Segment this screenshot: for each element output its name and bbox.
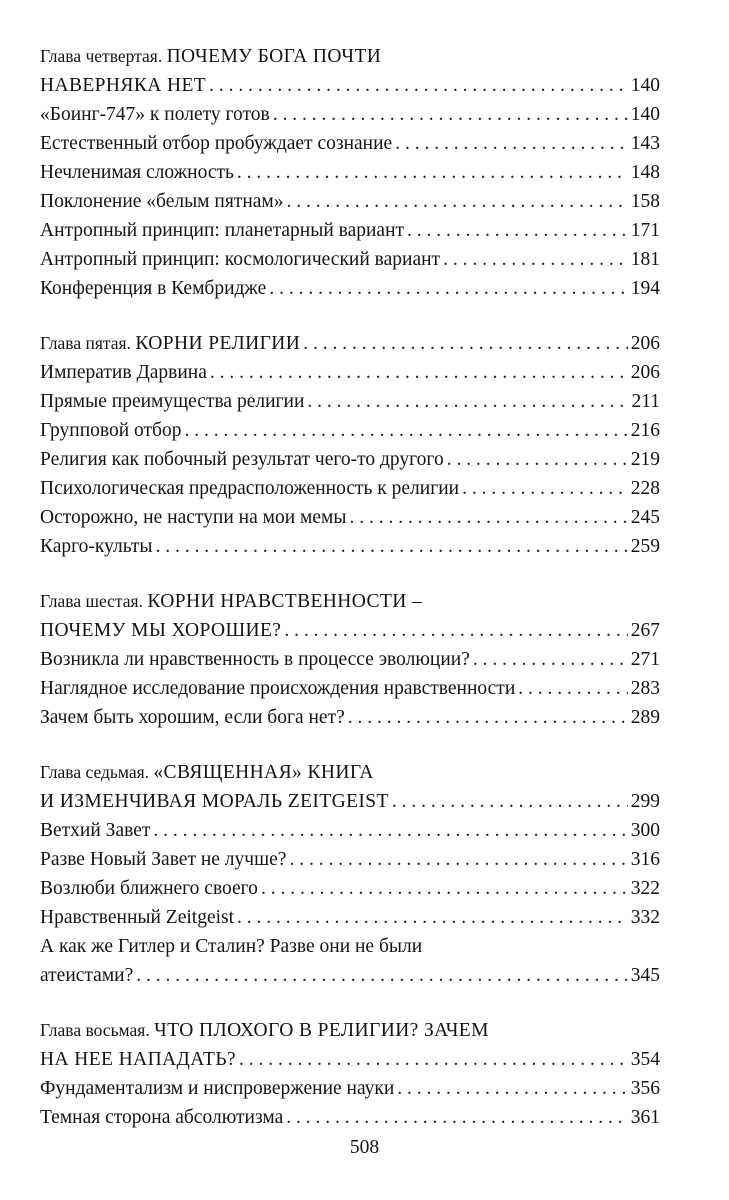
- chapter-heading-line2[interactable]: [40, 71, 660, 100]
- page-number: 332: [630, 907, 660, 928]
- page-number: 267: [630, 620, 660, 641]
- chapter-title: КОРНИ РЕЛИГИИ: [135, 333, 301, 354]
- page-number: 300: [630, 820, 660, 841]
- leader-dots: [307, 387, 628, 416]
- leader-dots: [237, 158, 628, 187]
- entry-title: Фундаментализм и ниспровержение науки: [40, 1078, 395, 1099]
- entry-title: Конференция в Кембридже: [40, 278, 267, 299]
- chapter-6: [40, 587, 660, 732]
- chapter-heading-line1: [40, 1016, 660, 1045]
- chapter-label: Глава четвертая.: [40, 46, 167, 66]
- toc-entry[interactable]: [40, 703, 660, 732]
- leader-dots: [287, 187, 628, 216]
- leader-dots: [153, 816, 627, 845]
- page-number: 158: [630, 191, 660, 212]
- chapter-heading-line2[interactable]: [40, 1045, 660, 1074]
- leader-dots: [156, 532, 628, 561]
- entry-title: Карго-культы: [40, 536, 153, 557]
- toc-entry[interactable]: [40, 187, 660, 216]
- toc-entry[interactable]: [40, 100, 660, 129]
- leader-dots: [349, 503, 627, 532]
- chapter-label: Глава восьмая.: [40, 1020, 155, 1040]
- page-number: 354: [630, 1049, 660, 1070]
- chapter-label: Глава седьмая.: [40, 762, 154, 782]
- toc-entry[interactable]: [40, 158, 660, 187]
- chapter-title: ЧТО ПЛОХОГО В РЕЛИГИИ? ЗАЧЕМ: [154, 1020, 489, 1041]
- toc-entry[interactable]: [40, 474, 660, 503]
- leader-dots: [136, 961, 627, 990]
- toc-entry[interactable]: [40, 216, 660, 245]
- leader-dots: [407, 216, 628, 245]
- chapter-title-cont: И ИЗМЕНЧИВАЯ МОРАЛЬ ZEITGEIST: [40, 791, 389, 812]
- leader-dots: [284, 616, 627, 645]
- entry-title: Наглядное исследование происхождения нравственности: [40, 678, 516, 699]
- toc-entry[interactable]: [40, 903, 660, 932]
- page-number: 211: [631, 391, 660, 412]
- leader-dots: [395, 129, 628, 158]
- page-number: 345: [630, 965, 660, 986]
- leader-dots: [397, 1074, 627, 1103]
- leader-dots: [447, 445, 628, 474]
- chapter-4: [40, 42, 660, 303]
- chapter-title-cont: ПОЧЕМУ МЫ ХОРОШИЕ?: [40, 620, 282, 641]
- entry-title: Естественный отбор пробуждает сознание: [40, 133, 393, 154]
- leader-dots: [237, 903, 628, 932]
- toc-entry[interactable]: [40, 358, 660, 387]
- page-number: 361: [630, 1107, 660, 1128]
- leader-dots: [210, 358, 628, 387]
- page-number: 216: [630, 420, 660, 441]
- page-number: 219: [630, 449, 660, 470]
- entry-title: Прямые преимущества религии: [40, 391, 305, 412]
- page-number: 228: [630, 478, 660, 499]
- toc-entry-line1[interactable]: [40, 932, 660, 961]
- chapter-7: [40, 758, 660, 990]
- chapter-title: ПОЧЕМУ БОГА ПОЧТИ: [166, 46, 382, 67]
- leader-dots: [261, 874, 628, 903]
- chapter-8: [40, 1016, 660, 1132]
- entry-title: Антропный принцип: планетарный вариант: [40, 220, 405, 241]
- page-number: 140: [630, 104, 660, 125]
- page-folio-number: 508: [349, 1137, 380, 1158]
- page-number: 171: [630, 220, 660, 241]
- page-number: 271: [630, 649, 660, 670]
- leader-dots: [269, 274, 627, 303]
- entry-title: Зачем быть хорошим, если бога нет?: [40, 707, 345, 728]
- toc-entry[interactable]: [40, 874, 660, 903]
- toc-entry[interactable]: [40, 503, 660, 532]
- entry-title: Религия как побочный результат чего-то другого: [40, 449, 444, 470]
- chapter-title-cont: НА НЕЕ НАПАДАТЬ?: [40, 1049, 236, 1070]
- toc-entry[interactable]: [40, 129, 660, 158]
- chapter-5: [40, 329, 660, 561]
- leader-dots: [518, 674, 627, 703]
- chapter-title-cont: НАВЕРНЯКА НЕТ: [40, 75, 207, 96]
- leader-dots: [392, 787, 628, 816]
- page-number: 140: [630, 75, 660, 96]
- entry-title: Возлюби ближнего своего: [40, 878, 258, 899]
- chapter-heading-line2[interactable]: [40, 616, 660, 645]
- toc-entry[interactable]: [40, 274, 660, 303]
- toc-entry-line2[interactable]: [40, 961, 660, 990]
- page-number: 322: [630, 878, 660, 899]
- chapter-heading[interactable]: [40, 329, 660, 358]
- entry-title: Ветхий Завет: [40, 820, 151, 841]
- toc-entry[interactable]: [40, 387, 660, 416]
- entry-title: Групповой отбор: [40, 420, 182, 441]
- page-number: 316: [630, 849, 660, 870]
- leader-dots: [443, 245, 628, 274]
- leader-dots: [473, 645, 628, 674]
- entry-title: Нечленимая сложность: [40, 162, 234, 183]
- entry-title: Возникла ли нравственность в процессе эволюции?: [40, 649, 470, 670]
- page-number: 206: [630, 362, 660, 383]
- toc-entry[interactable]: [40, 845, 660, 874]
- leader-dots: [209, 71, 628, 100]
- table-of-contents: [40, 42, 660, 1158]
- leader-dots: [286, 1103, 628, 1132]
- toc-entry[interactable]: [40, 816, 660, 845]
- entry-title: Психологическая предрасположенность к религии: [40, 478, 460, 499]
- entry-title: Нравственный Zeitgeist: [40, 907, 235, 928]
- leader-dots: [303, 329, 627, 358]
- page-number: 206: [630, 333, 660, 354]
- page-number: 148: [630, 162, 660, 183]
- entry-title: Темная сторона абсолютизма: [40, 1107, 284, 1128]
- chapter-heading-line2[interactable]: [40, 787, 660, 816]
- entry-title: Поклонение «белым пятнам»: [40, 191, 284, 212]
- page-number: 289: [630, 707, 660, 728]
- leader-dots: [184, 416, 627, 445]
- chapter-label: Глава пятая.: [40, 333, 136, 353]
- toc-entry[interactable]: [40, 445, 660, 474]
- entry-title: Осторожно, не наступи на мои мемы: [40, 507, 347, 528]
- toc-entry[interactable]: [40, 1074, 660, 1103]
- chapter-heading-line1: [40, 587, 660, 616]
- entry-title: А как же Гитлер и Сталин? Разве они не были: [40, 936, 423, 957]
- leader-dots: [462, 474, 628, 503]
- page-number: 283: [630, 678, 660, 699]
- entry-title: Антропный принцип: космологический вариант: [40, 249, 441, 270]
- leader-dots: [348, 703, 628, 732]
- toc-entry[interactable]: [40, 645, 660, 674]
- chapter-heading-line1: [40, 758, 660, 787]
- toc-entry[interactable]: [40, 1103, 660, 1132]
- page-number: 299: [630, 791, 660, 812]
- page-number: 356: [630, 1078, 660, 1099]
- toc-entry[interactable]: [40, 532, 660, 561]
- chapter-label: Глава шестая.: [40, 591, 148, 611]
- toc-entry[interactable]: [40, 245, 660, 274]
- toc-entry[interactable]: [40, 674, 660, 703]
- leader-dots: [289, 845, 627, 874]
- page-number: 259: [630, 536, 660, 557]
- chapter-title: «СВЯЩЕННАЯ» КНИГА: [153, 762, 374, 783]
- leader-dots: [239, 1045, 628, 1074]
- chapter-heading-line1: [40, 42, 660, 71]
- page-number: 245: [630, 507, 660, 528]
- entry-title-cont: атеистами?: [40, 965, 134, 986]
- entry-title: Императив Дарвина: [40, 362, 207, 383]
- chapter-title: КОРНИ НРАВСТВЕННОСТИ –: [147, 591, 423, 612]
- page-number: 181: [630, 249, 660, 270]
- entry-title: Разве Новый Завет не лучше?: [40, 849, 287, 870]
- page-number: 143: [630, 133, 660, 154]
- entry-title: «Боинг-747» к полету готов: [40, 104, 270, 125]
- leader-dots: [273, 100, 628, 129]
- toc-entry[interactable]: [40, 416, 660, 445]
- page-number: 194: [630, 278, 660, 299]
